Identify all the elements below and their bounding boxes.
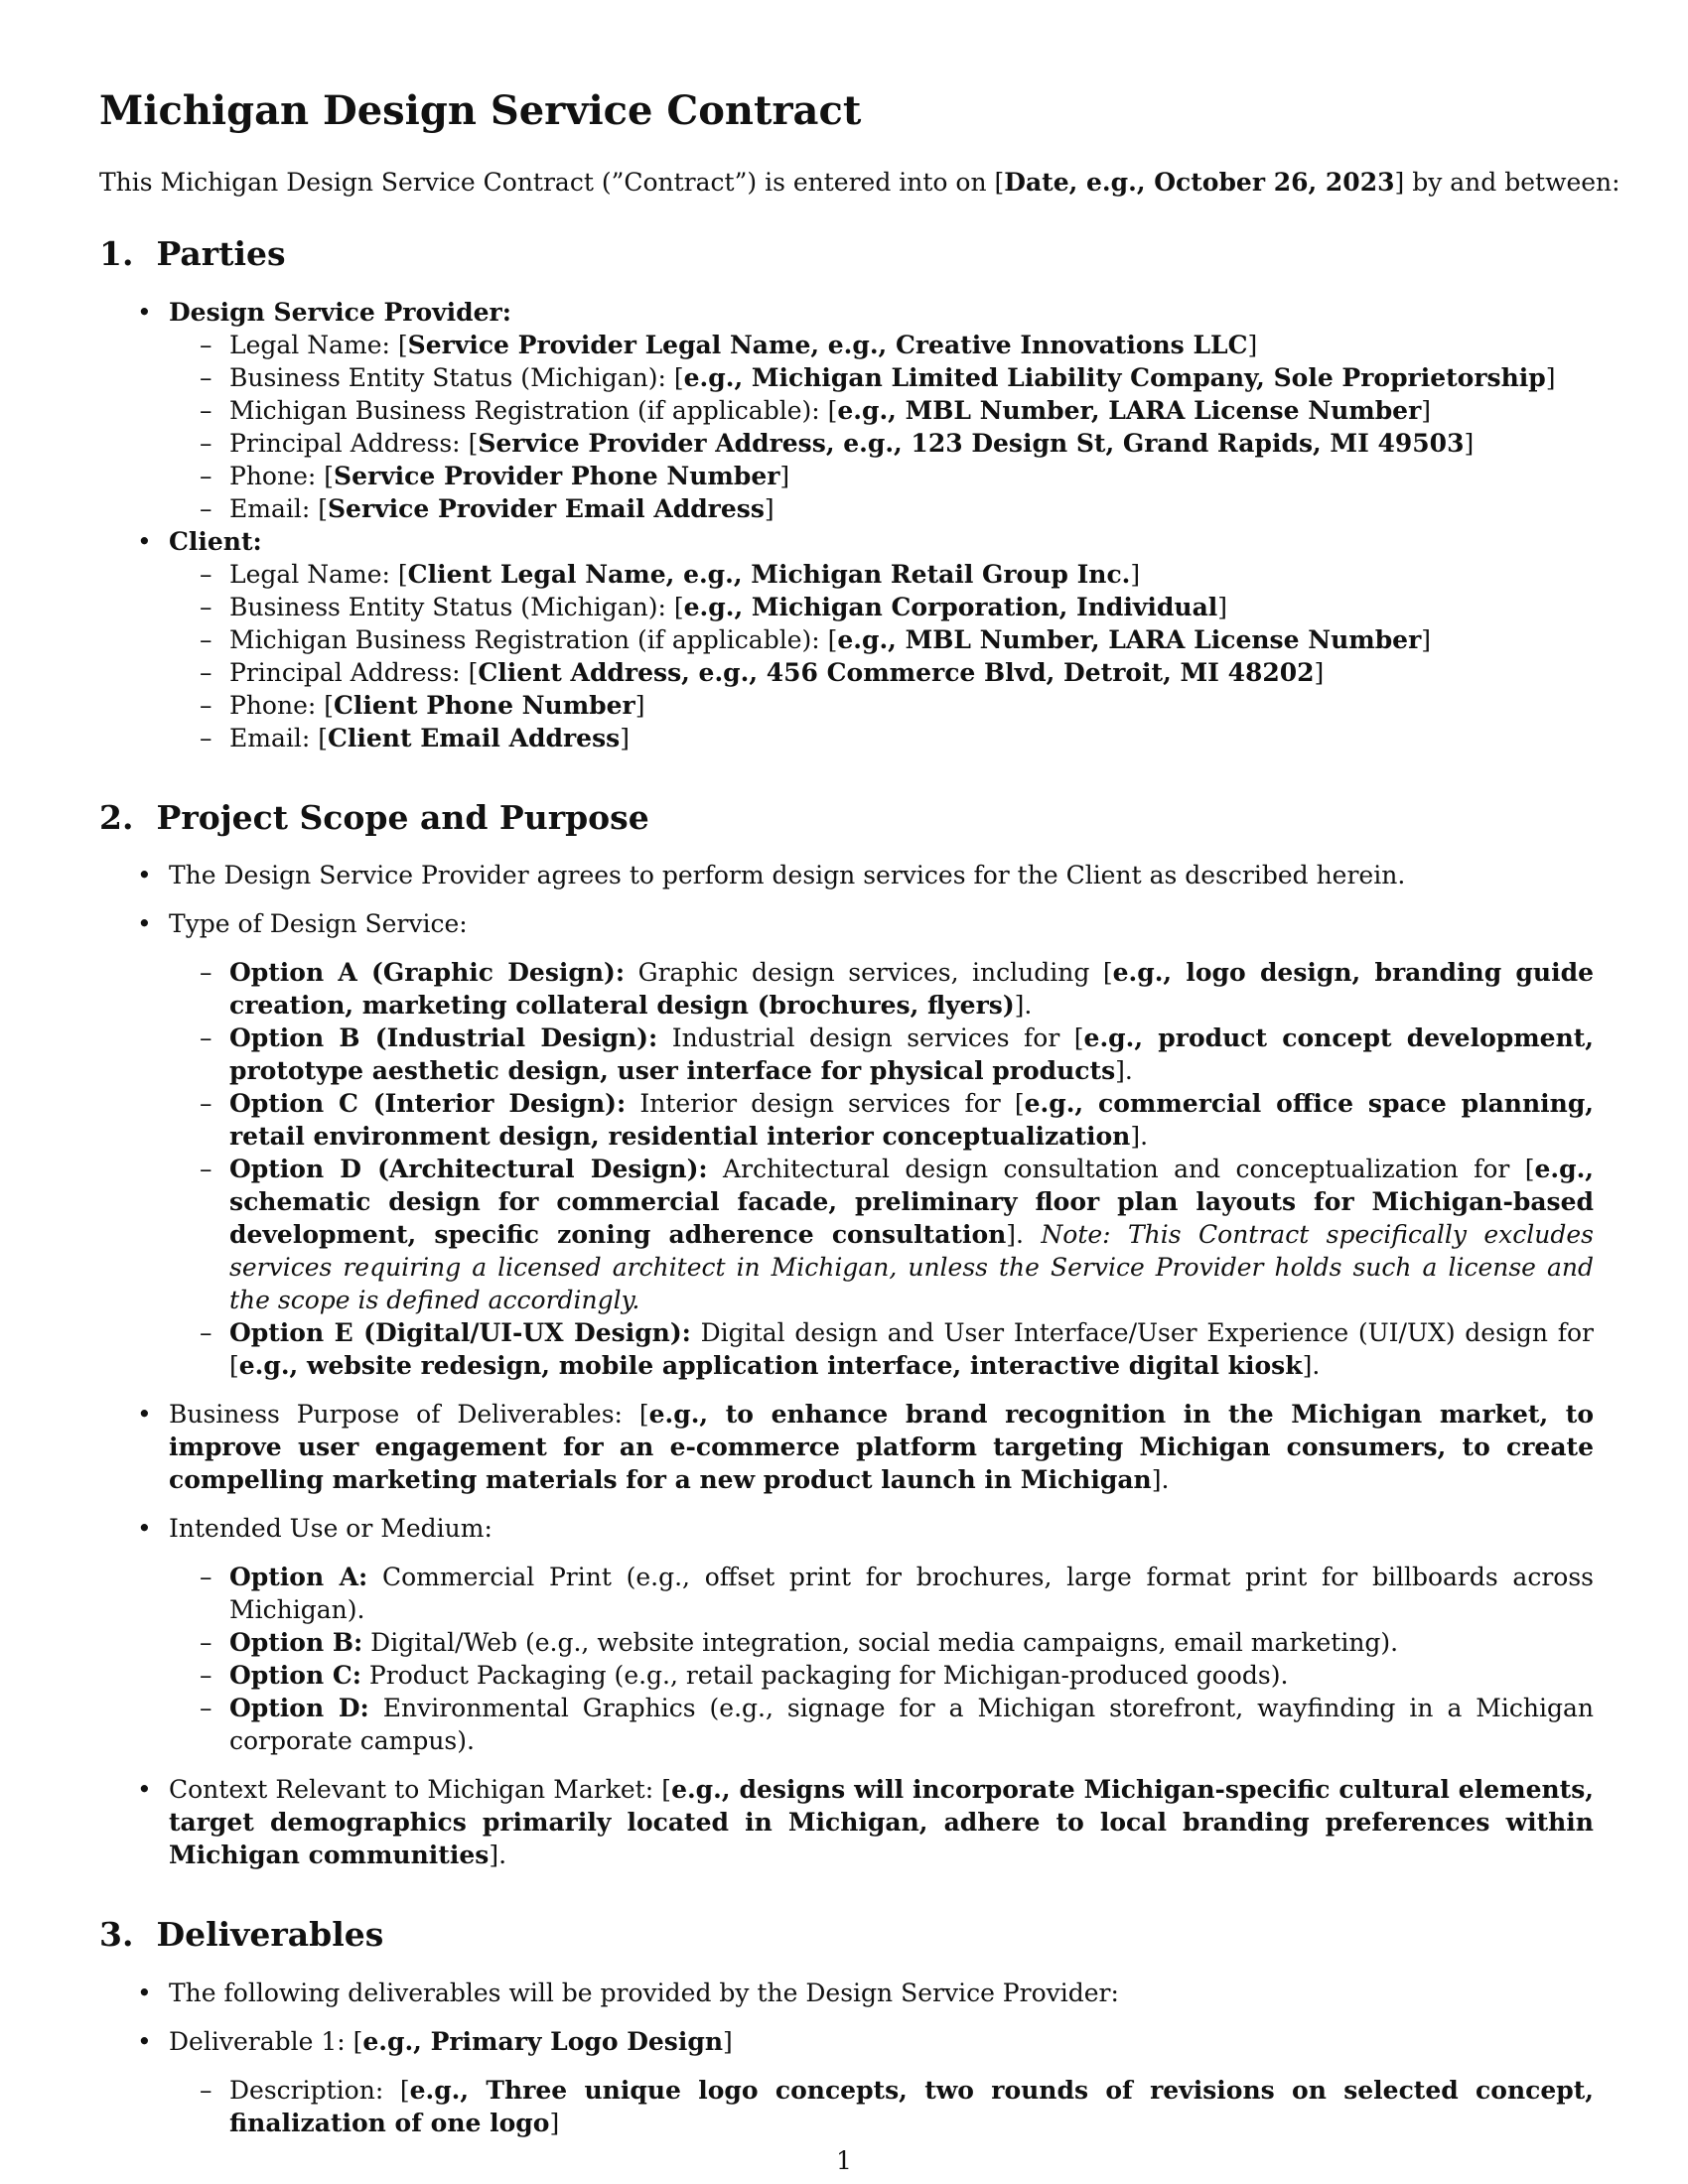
purpose-placeholder: e.g., to enhance brand recognition in the Michigan market, to improve user engagement for an e-commerce platform targeting Michigan consumers, to create compelling marketing materials for a new product launch in Michigan (169, 1400, 1594, 1495)
use-item (169, 1626, 1594, 1659)
design-options (169, 956, 1594, 1382)
field-placeholder: e.g., MBL Number, LARA License Number (837, 395, 1422, 425)
page-number: 1 (836, 2146, 852, 2175)
field-label: Phone: (229, 690, 325, 720)
field-label: Business Entity Status (Michigan): (229, 592, 674, 621)
list-item: – Michigan Business Registration (if applicable): [e.g., MBL Number, LARA License Number] (169, 394, 1594, 427)
field-label: Legal Name: (229, 330, 398, 359)
client-details (169, 558, 1594, 754)
use-item (169, 1692, 1594, 1757)
description-placeholder: e.g., Three unique logo concepts, two rounds of revisions on selected concept, finalization of one logo (229, 2075, 1594, 2137)
field-placeholder: e.g., Michigan Corporation, Individual (683, 592, 1218, 621)
option-note: Note: This Contract specifically excludes services requiring a licensed architect in Michigan, unless the Service Provider holds such a license and the scope is defined accordingly. (229, 1220, 1594, 1315)
option-placeholder: e.g., logo design, branding guide creation, marketing collateral design (brochures, flyers) (229, 958, 1594, 1021)
field-placeholder: Service Provider Email Address (328, 493, 765, 523)
list-item: – Principal Address: [Service Provider Address, e.g., 123 Design St, Grand Rapids, MI 49503] (169, 427, 1594, 460)
option-text: Interior design services for (626, 1089, 1015, 1119)
section-number: 3. (99, 1915, 134, 1955)
list-item: – Business Entity Status (Michigan): [e.g., Michigan Limited Liability Company, Sole Proprietorship] (169, 361, 1594, 394)
use-option-label: Option D: (229, 1694, 369, 1723)
provider-details (169, 329, 1594, 525)
deliverable-details (169, 2074, 1594, 2139)
field-label: Business Entity Status (Michigan): (229, 362, 674, 392)
list-item: – Business Entity Status (Michigan): [e.g., Michigan Corporation, Individual] (169, 591, 1594, 623)
option-label: Option D (Architectural Design): (229, 1155, 708, 1184)
section-title: Project Scope and Purpose (156, 797, 649, 837)
field-placeholder: Client Legal Name, e.g., Michigan Retail Group Inc. (407, 559, 1131, 589)
section-parties (99, 234, 1594, 754)
description-label: Description: (229, 2075, 400, 2105)
section-deliverables (99, 1915, 1594, 2139)
option-item: – Option B (Industrial Design): Industrial design services for [e.g., product concept development, prototype aesthetic design, user interface for physical products]. (169, 1022, 1594, 1087)
client-heading: Client: (169, 526, 262, 556)
context-placeholder: e.g., designs will incorporate Michigan-specific cultural elements, target demographics primarily located in Michigan, adhere to local branding preferences within Michigan communities (169, 1775, 1594, 1870)
list-item: – Michigan Business Registration (if applicable): [e.g., MBL Number, LARA License Number] (169, 623, 1594, 656)
list-item: – Phone: [Client Phone Number] (169, 689, 1594, 722)
list-item (99, 1977, 1594, 2009)
option-placeholder: e.g., product concept development, prototype aesthetic design, user interface for physical products (229, 1024, 1595, 1086)
use-option-text: Product Packaging (e.g., retail packaging for Michigan-produced goods). (360, 1661, 1289, 1691)
use-item (169, 1561, 1594, 1626)
option-placeholder: e.g., website redesign, mobile application interface, interactive digital kiosk (238, 1351, 1303, 1381)
option-text: Digital design and User Interface/User Experience (UI/UX) design for (690, 1318, 1594, 1348)
option-item: – Option A (Graphic Design): Graphic design services, including [e.g., logo design, branding guide creation, marketing collateral design (brochures, flyers)]. (169, 956, 1594, 1022)
section-number: 2. (99, 797, 134, 837)
option-placeholder: e.g., commercial office space planning, retail environment design, residential interior conceptualization (229, 1089, 1595, 1152)
field-label: Legal Name: (229, 559, 398, 589)
section-title: Deliverables (156, 1915, 384, 1955)
field-placeholder: Client Email Address (328, 723, 621, 752)
deliverable-label: Deliverable 1: (169, 2026, 353, 2056)
option-label: Option A (Graphic Design): (229, 958, 626, 988)
intro-text: This Michigan Design Service Contract (”Contract”) is entered into on (99, 168, 995, 197)
provider-item (99, 296, 1594, 525)
provider-heading: Design Service Provider: (169, 297, 511, 327)
list-item: • Business Purpose of Deliverables: [e.g., to enhance brand recognition in the Michigan market, to improve user engagement for an e-commerce platform targeting Michigan consumers, to create compelling marketing materials for a new product launch in Michigan]. (99, 1398, 1594, 1496)
field-label: Principal Address: (229, 657, 469, 687)
document-title: Michigan Design Service Contract (99, 87, 862, 134)
date-placeholder: Date, e.g., October 26, 2023 (1004, 168, 1395, 197)
use-option-label: Option A: (229, 1563, 368, 1592)
deliverables-intro: The following deliverables will be provided by the Design Service Provider: (169, 1978, 1119, 2007)
field-label: Principal Address: (229, 428, 469, 458)
list-item: – Principal Address: [Client Address, e.g., 456 Commerce Blvd, Detroit, MI 48202] (169, 656, 1594, 689)
field-label: Email: (229, 493, 319, 523)
field-placeholder: Client Address, e.g., 456 Commerce Blvd, Detroit, MI 48202 (478, 657, 1315, 687)
section-heading (99, 798, 1594, 838)
list-item: – Description: [e.g., Three unique logo concepts, two rounds of revisions on selected concept, finalization of one logo] (169, 2074, 1594, 2139)
intro-tail: by and between: (1404, 168, 1620, 197)
use-option-label: Option B: (229, 1628, 363, 1658)
use-item (169, 1659, 1594, 1692)
agree-text: The Design Service Provider agrees to perform design services for the Client as described herein. (169, 861, 1406, 890)
list-item: – Legal Name: [Service Provider Legal Name, e.g., Creative Innovations LLC] (169, 329, 1594, 361)
section-title: Parties (156, 234, 286, 273)
list-item (99, 1512, 1594, 1757)
field-label: Michigan Business Registration (if applicable): (229, 624, 828, 654)
field-placeholder: Service Provider Address, e.g., 123 Design St, Grand Rapids, MI 49503 (478, 428, 1465, 458)
option-label: Option B (Industrial Design): (229, 1024, 658, 1053)
type-label: Type of Design Service: (169, 909, 468, 939)
purpose-label: Business Purpose of Deliverables: (169, 1400, 639, 1430)
section-number: 1. (99, 234, 134, 273)
option-label: Option C (Interior Design): (229, 1089, 627, 1119)
option-text: Industrial design services for (657, 1024, 1074, 1053)
section-heading (99, 1915, 1594, 1955)
list-item: • Context Relevant to Michigan Market: [e.g., designs will incorporate Michigan-specific cultural elements, target demographics primarily located in Michigan, adhere to local branding preferences within Michigan communities]. (99, 1773, 1594, 1871)
parties-list (99, 296, 1594, 754)
use-options (169, 1561, 1594, 1757)
intro-paragraph: This Michigan Design Service Contract (”Contract”) is entered into on [Date, e.g., October 26, 2023] by and between: (99, 168, 1620, 197)
use-option-text: Commercial Print (e.g., offset print for brochures, large format print for billboards across Michigan). (229, 1563, 1594, 1625)
deliverables-list (99, 1977, 1594, 2139)
list-item: – Email: [Client Email Address] (169, 722, 1594, 754)
list-item (99, 907, 1594, 1382)
section-scope (99, 798, 1594, 1872)
option-item: – Option E (Digital/UI-UX Design): Digital design and User Interface/User Experience (UI/UX) design for [e.g., website redesign, mobile application interface, interactive digital kiosk]. (169, 1316, 1594, 1382)
use-option-label: Option C: (229, 1661, 361, 1691)
option-text: Architectural design consultation and conceptualization for (707, 1155, 1525, 1184)
document-page (99, 87, 1620, 2183)
field-label: Phone: (229, 461, 325, 490)
field-label: Email: (229, 723, 319, 752)
option-label: Option E (Digital/UI-UX Design): (229, 1318, 691, 1348)
field-placeholder: Client Phone Number (334, 690, 635, 720)
list-item: – Phone: [Service Provider Phone Number] (169, 460, 1594, 492)
option-placeholder: e.g., schematic design for commercial facade, preliminary floor plan layouts for Michigan-based development, specific zoning adherence consultation (229, 1155, 1595, 1250)
option-item: – Option D (Architectural Design): Architectural design consultation and conceptualization for [e.g., schematic design for commercial facade, preliminary floor plan layouts for Michigan-based development, specific zoning adherence consultation]. Note: This Contract specifically excludes services requiring a licensed architect in Michigan, unless the Service Provider holds such a license and the scope is defined accordingly. (169, 1153, 1594, 1316)
field-label: Michigan Business Registration (if applicable): (229, 395, 828, 425)
field-placeholder: Service Provider Legal Name, e.g., Creative Innovations LLC (407, 330, 1248, 359)
use-option-text: Digital/Web (e.g., website integration, social media campaigns, email marketing). (362, 1628, 1399, 1658)
client-item (99, 525, 1594, 754)
list-item: – Legal Name: [Client Legal Name, e.g., Michigan Retail Group Inc.] (169, 558, 1594, 591)
field-placeholder: e.g., MBL Number, LARA License Number (837, 624, 1422, 654)
deliverable-placeholder: e.g., Primary Logo Design (362, 2026, 724, 2056)
use-label: Intended Use or Medium: (169, 1514, 492, 1544)
field-placeholder: e.g., Michigan Limited Liability Company, Sole Proprietorship (683, 362, 1546, 392)
use-option-text: Environmental Graphics (e.g., signage for a Michigan storefront, wayfinding in a Michigan corporate campus). (229, 1694, 1594, 1756)
option-item: – Option C (Interior Design): Interior design services for [e.g., commercial office space planning, retail environment design, residential interior conceptualization]. (169, 1087, 1594, 1153)
option-text: Graphic design services, including (625, 958, 1103, 988)
section-heading (99, 234, 1594, 274)
list-item: • Deliverable 1: [e.g., Primary Logo Design] – Description: [e.g., Three unique logo concepts, two rounds of revisions on selected concept, finalization of one logo] (99, 2025, 1594, 2139)
list-item (99, 859, 1594, 891)
scope-list (99, 859, 1594, 1871)
field-placeholder: Service Provider Phone Number (334, 461, 780, 490)
list-item: – Email: [Service Provider Email Address] (169, 492, 1594, 525)
context-label: Context Relevant to Michigan Market: (169, 1775, 662, 1805)
